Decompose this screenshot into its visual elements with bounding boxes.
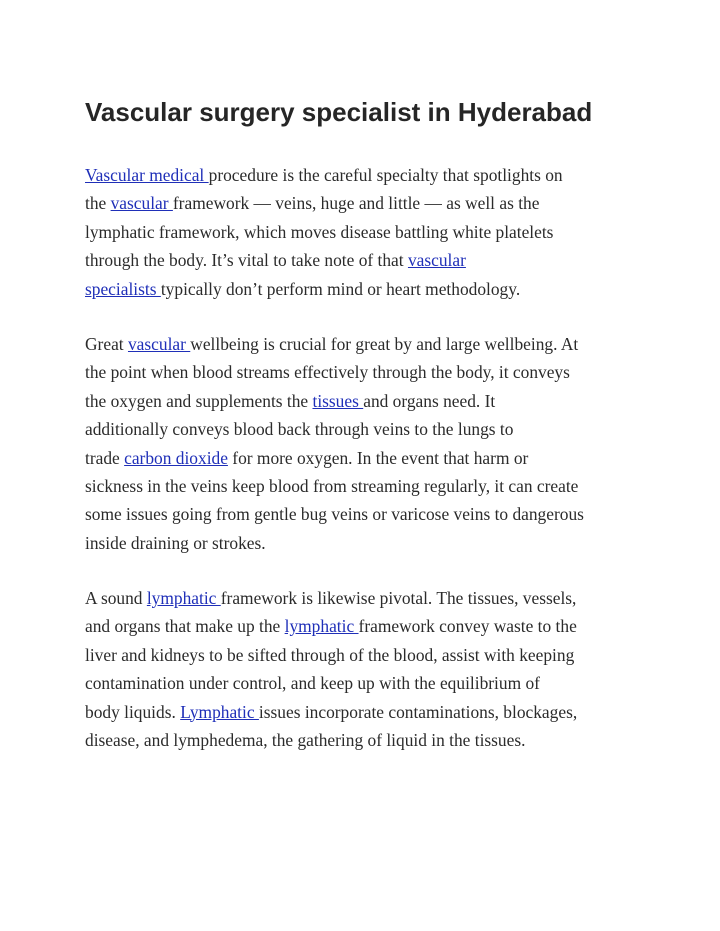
page-title: Vascular surgery specialist in Hyderabad bbox=[85, 97, 593, 127]
inline-link[interactable]: specialists bbox=[85, 278, 161, 299]
body-text: the point when blood streams effectively through the body, it conveys bbox=[85, 362, 570, 383]
inline-link[interactable]: vascular bbox=[127, 334, 191, 354]
inline-link[interactable]: carbon dioxide bbox=[124, 447, 228, 468]
body-text: and organs need. It bbox=[363, 390, 496, 411]
text-line bbox=[85, 275, 563, 303]
inline-link[interactable]: lymphatic bbox=[284, 616, 359, 637]
body-text: framework — veins, huge and little — as well as the bbox=[172, 193, 540, 214]
inline-link[interactable]: lymphatic bbox=[146, 588, 221, 608]
body-text: the oxygen and supplements the bbox=[85, 390, 313, 411]
text-line bbox=[85, 444, 584, 472]
body-text: wellbeing is crucial for great by and large wellbeing. At bbox=[190, 334, 579, 354]
inline-link[interactable]: tissues bbox=[312, 390, 364, 411]
text-line bbox=[85, 612, 577, 640]
text-line bbox=[85, 500, 584, 528]
inline-link[interactable]: Vascular medical bbox=[85, 165, 209, 185]
inline-link[interactable]: Lymphatic bbox=[180, 701, 259, 722]
body-text: disease, and lymphedema, the gathering of liquid in the tissues. bbox=[85, 729, 526, 750]
inline-link[interactable]: vascular bbox=[110, 193, 173, 214]
body-text: trade bbox=[85, 447, 125, 468]
text-line bbox=[85, 161, 563, 189]
body-text: sickness in the veins keep blood from streaming regularly, it can create bbox=[85, 475, 579, 496]
text-line bbox=[85, 358, 584, 386]
text-line bbox=[85, 189, 563, 217]
text-line bbox=[85, 669, 577, 697]
paragraph-3 bbox=[85, 584, 577, 754]
body-text: through the body. It’s vital to take note of that bbox=[85, 250, 408, 271]
body-text: some issues going from gentle bug veins or varicose veins to dangerous bbox=[85, 504, 584, 525]
body-text: typically don’t perform mind or heart methodology. bbox=[160, 278, 521, 299]
text-line bbox=[85, 584, 577, 612]
body-text: contamination under control, and keep up with the equilibrium of bbox=[85, 673, 540, 694]
body-text: and organs that make up the bbox=[85, 616, 285, 637]
text-line bbox=[85, 415, 584, 443]
text-line bbox=[85, 246, 563, 274]
body-text: additionally conveys blood back through veins to the lungs to bbox=[85, 419, 514, 440]
text-line bbox=[85, 218, 563, 246]
paragraph-1 bbox=[85, 161, 563, 303]
body-text: procedure is the careful specialty that spotlights on bbox=[208, 165, 563, 185]
text-line bbox=[85, 330, 584, 358]
text-line bbox=[85, 529, 584, 557]
body-text: framework is likewise pivotal. The tissues, vessels, bbox=[220, 588, 577, 608]
inline-link[interactable]: vascular bbox=[407, 250, 466, 271]
body-text: for more oxygen. In the event that harm or bbox=[227, 447, 529, 468]
text-line bbox=[85, 726, 577, 754]
body-text: Great bbox=[85, 334, 128, 354]
body-text: framework convey waste to the bbox=[358, 616, 577, 637]
body-text: body liquids. bbox=[85, 701, 181, 722]
body-text: issues incorporate contaminations, blockages, bbox=[258, 701, 578, 722]
body-text: liver and kidneys to be sifted through of the blood, assist with keeping bbox=[85, 644, 575, 665]
text-line bbox=[85, 641, 577, 669]
body-text: inside draining or strokes. bbox=[85, 532, 266, 553]
body-text: the bbox=[85, 193, 111, 214]
paragraph-2 bbox=[85, 330, 584, 557]
body-text: lymphatic framework, which moves disease battling white platelets bbox=[85, 221, 554, 242]
text-line bbox=[85, 698, 577, 726]
body-text: A sound bbox=[85, 588, 147, 608]
text-line bbox=[85, 472, 584, 500]
text-line bbox=[85, 387, 584, 415]
